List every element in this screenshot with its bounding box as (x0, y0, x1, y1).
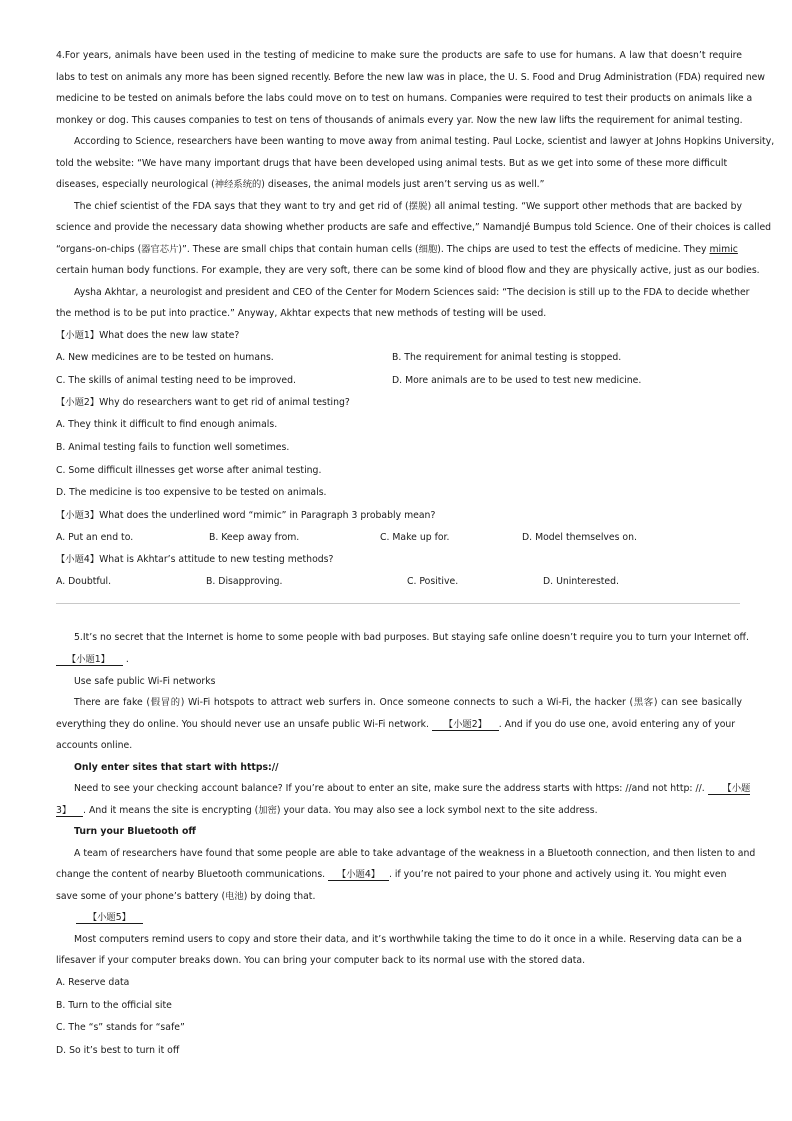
passage4-line: 4.For years, animals have been used in the testing of medicine to make sure the products are safe to use for humans. A law that doesn’t require (56, 50, 742, 61)
answer-option[interactable]: D. So it’s best to turn it off (56, 1045, 180, 1056)
answer-option[interactable]: D. Model themselves on. (522, 532, 637, 543)
section-heading: Only enter sites that start with https:// (74, 762, 279, 773)
passage5-line (76, 912, 762, 924)
passage4-line: certain human body functions. For example, they are very soft, there can be some kind of blood flow and they are physically active, just as our bodies. (56, 265, 760, 276)
gap-blank-5[interactable] (76, 912, 143, 924)
passage4-line: told the website: “We have many important drugs that have been developed using animal tests. But as we get into some of these more difficult (56, 158, 728, 169)
answer-option[interactable]: C. Positive. (407, 576, 459, 587)
passage4-line: monkey or dog. This causes companies to test on tens of thousands of animals every yar. Now the new law lifts the requirement for animal testing. (56, 115, 743, 126)
passage4-line: labs to test on animals any more has been signed recently. Before the new law was in place, the U. S. Food and Drug Administration (FDA) required new (56, 72, 765, 83)
answer-option[interactable]: C. Some difficult illnesses get worse after animal testing. (56, 465, 322, 476)
passage4-line: the method is to be put into practice.” Anyway, Akhtar expects that new methods of testing will be used. (56, 308, 547, 319)
passage5-text: . And it means the site is encrypting (加密) your data. You may also see a lock symbol next to the site address. (83, 805, 598, 816)
section-divider (56, 603, 740, 604)
answer-option[interactable]: B. The requirement for animal testing is stopped. (392, 352, 622, 363)
passage5-line: 【小题1】 . (56, 654, 742, 666)
passage5-line (56, 869, 742, 881)
passage4-line: Aysha Akhtar, a neurologist and president and CEO of the Center for Modern Sciences said: “The decision is still up to the FDA to decide whether (74, 287, 750, 298)
question-stem: 【小题3】What does the underlined word “mimic” in Paragraph 3 probably mean? (56, 510, 436, 521)
passage5-line (56, 719, 742, 731)
answer-option[interactable]: A. New medicines are to be tested on humans. (56, 352, 274, 363)
answer-option[interactable]: C. The “s” stands for “safe” (56, 1022, 185, 1033)
answer-option[interactable]: D. Uninterested. (543, 576, 620, 587)
section-heading: Turn your Bluetooth off (74, 826, 196, 837)
passage5-line: Most computers remind users to copy and store their data, and it’s worthwhile taking the time to do it once in a while. Reserving data can be a (74, 934, 742, 945)
gap-label: 【小题2】 (443, 719, 487, 730)
passage5-line: save some of your phone’s battery (电池) by doing that. (56, 891, 316, 902)
question-stem: 【小题4】What is Akhtar’s attitude to new testing methods? (56, 554, 334, 565)
passage5-line: lifesaver if your computer breaks down. You can bring your computer back to its normal use with the stored data. (56, 955, 586, 966)
passage4-line: According to Science, researchers have been wanting to move away from animal testing. Paul Locke, scientist and lawyer at Johns Hopkins University, (74, 136, 775, 147)
question-stem: 【小题2】Why do researchers want to get rid of animal testing? (56, 397, 350, 408)
question-stem: 【小题1】What does the new law state? (56, 330, 240, 341)
gap-blank-1[interactable] (56, 654, 123, 666)
answer-option[interactable]: A. Put an end to. (56, 532, 134, 543)
passage5-text: . if you’re not paired to your phone and actively using it. You might even (388, 869, 727, 880)
answer-option[interactable]: D. The medicine is too expensive to be tested on animals. (56, 487, 327, 498)
gap-blank-4[interactable] (328, 869, 389, 881)
gap-label: 【小题4】 (336, 869, 381, 880)
passage5-line (74, 783, 751, 795)
answer-option[interactable]: C. Make up for. (380, 532, 450, 543)
passage5-text: everything they do online. You should never use an unsafe public Wi-Fi network. (56, 719, 432, 730)
passage4-line: diseases, especially neurological (神经系统的) diseases, the animal models just aren’t serving us as well.” (56, 179, 545, 190)
gap-blank-2[interactable] (432, 719, 499, 731)
answer-option[interactable]: D. More animals are to be used to test new medicine. (392, 375, 642, 386)
passage4-line: The chief scientist of the FDA says that they want to try and get rid of (摆脱) all animal testing. “We support other methods that are backed by (74, 201, 742, 212)
answer-option[interactable]: B. Turn to the official site (56, 1000, 172, 1011)
passage4-line: science and provide the necessary data showing whether products are safe and effective,” Namandjé Bumpus told Science. One of their choices is called (56, 222, 772, 233)
answer-option[interactable]: A. They think it difficult to find enough animals. (56, 419, 278, 430)
gap-label: 【小题5】 (87, 912, 131, 923)
passage4-line (56, 244, 742, 256)
answer-option[interactable]: B. Keep away from. (209, 532, 300, 543)
passage4-line: medicine to be tested on animals before the labs could move on to test on humans. Companies were required to test their products on animals like a (56, 93, 753, 104)
gap-blank-3-cont[interactable] (56, 805, 83, 817)
passage5-line: 5.It’s no secret that the Internet is home to some people with bad purposes. But staying safe online doesn’t require you to turn your Internet off. (74, 632, 749, 643)
answer-option[interactable]: B. Animal testing fails to function well sometimes. (56, 442, 290, 453)
gap-label: 【小题 (722, 783, 751, 794)
passage5-text: . And if you do use one, avoid entering any of your (498, 719, 736, 730)
answer-option[interactable]: B. Disapproving. (206, 576, 283, 587)
answer-option[interactable]: A. Reserve data (56, 977, 130, 988)
passage5-line (56, 805, 742, 817)
passage5-line: A team of researchers have found that some people are able to take advantage of the weakness in a Bluetooth connection, and then listen to and (74, 848, 756, 859)
gap-blank-3[interactable] (708, 783, 751, 795)
passage5-line: accounts online. (56, 740, 133, 751)
passage5-line: There are fake (假冒的) Wi-Fi hotspots to attract web surfers in. Once someone connects to such a Wi-Fi, the hacker (黑客) can see basically (74, 697, 742, 708)
underlined-word-mimic: mimic (709, 244, 738, 255)
passage5-text: change the content of nearby Bluetooth communications. (56, 869, 329, 880)
passage5-text: Need to see your checking account balance? If you’re about to enter an site, make sure the address starts with https: //and not http: //. (74, 783, 708, 794)
answer-option[interactable]: A. Doubtful. (56, 576, 112, 587)
passage4-text: “organs-on-chips (器官芯片)”. These are small chips that contain human cells (细胞). The chips are used to test the effects of medicine. They (56, 244, 710, 255)
section-heading: Use safe public Wi-Fi networks (74, 676, 216, 687)
answer-option[interactable]: C. The skills of animal testing need to be improved. (56, 375, 296, 386)
gap-label: 3】 (56, 805, 72, 816)
gap-label: 【小题1】 (66, 654, 110, 665)
